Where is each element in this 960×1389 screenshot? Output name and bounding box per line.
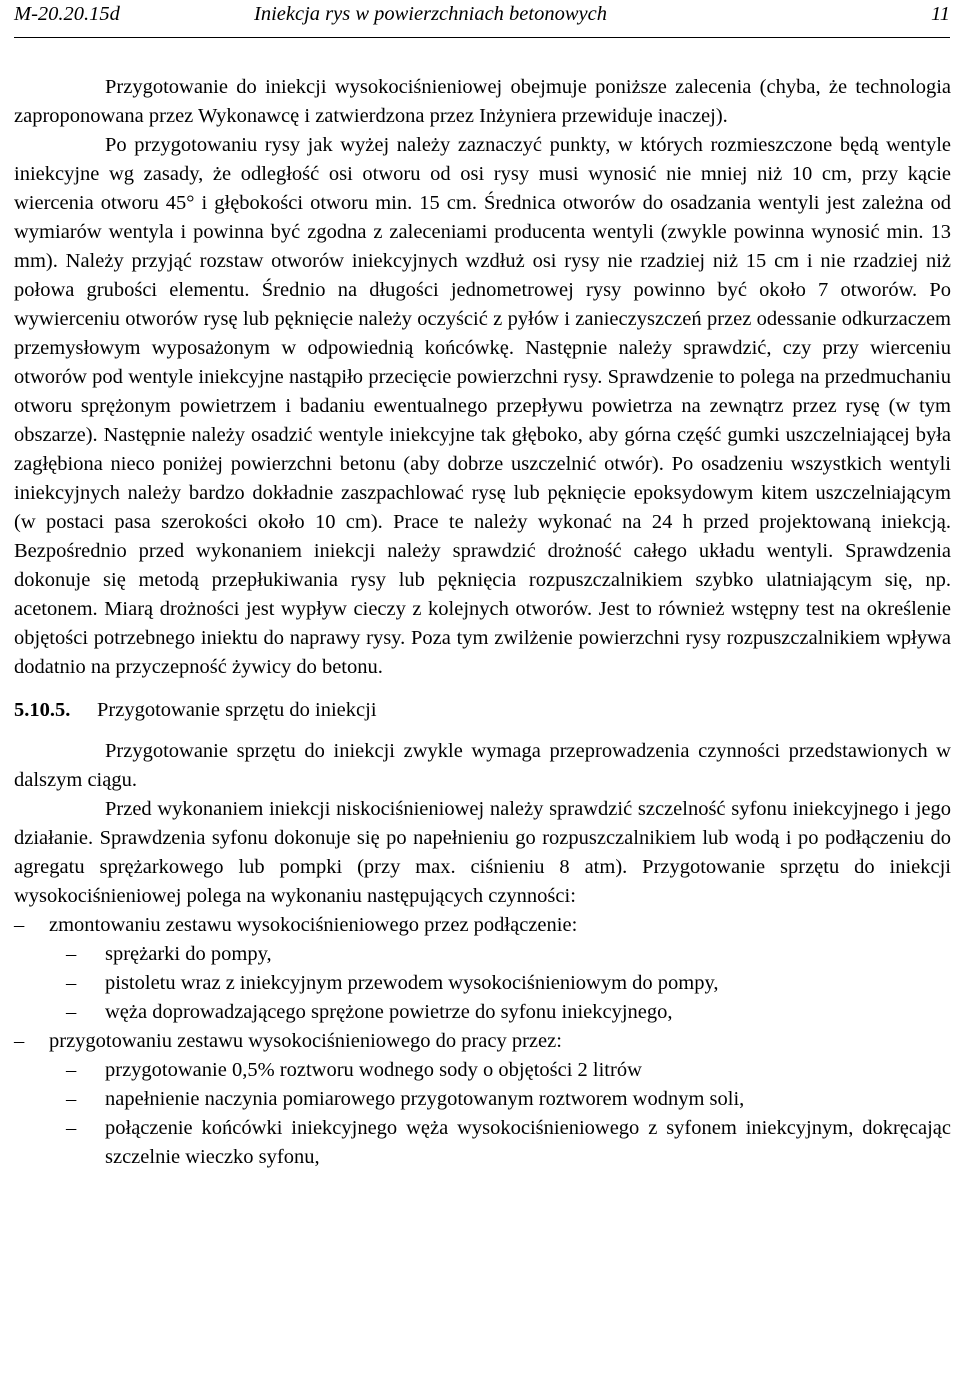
- list-item-text: przygotowaniu zestawu wysokociśnieniowego do pracy przez:: [49, 1030, 562, 1052]
- list-item-text: zmontowaniu zestawu wysokociśnieniowego przez podłączenie:: [49, 914, 578, 936]
- page-header: [14, 0, 950, 32]
- header-divider: [14, 37, 950, 38]
- section-title: Przygotowanie sprzętu do iniekcji: [97, 699, 377, 721]
- sub-list: [14, 940, 951, 1027]
- sub-list: [14, 1056, 951, 1172]
- list-item: [14, 911, 951, 1027]
- sub-list-item: – przygotowanie 0,5% roztworu wodnego sody o objętości 2 litrów: [49, 1056, 951, 1085]
- list-item: [14, 1027, 951, 1172]
- paragraph-equipment-intro: Przygotowanie sprzętu do iniekcji zwykle wymaga przeprowadzenia czynności przedstawionych w dalszym ciągu.: [14, 740, 951, 791]
- paragraph-injection-prep-intro: Przygotowanie do iniekcji wysokociśnieniowej obejmuje poniższe zalecenia (chyba, że technologia zaproponowana przez Wykonawcę i zatwierdzona przez Inżyniera przewiduje inaczej).: [14, 76, 951, 127]
- equipment-steps-list: [14, 911, 951, 1172]
- paragraph-injection-prep-details: Po przygotowaniu rysy jak wyżej należy zaznaczyć punkty, w których rozmieszczone będą wentyle iniekcyjne wg zasady, że odległość osi otworu od osi rysy musi wynosić nie mniej niż 10 cm, przy kącie wiercenia otworu 45° i głębokości otworu min. 15 cm. Średnica otworów do osadzania wentyli jest zależna od wymiarów wentyla i powinna być zgodna z zaleceniami producenta wentyli (zwykle powinna wynosić min. 13 mm). Należy przyjąć rozstaw otworów iniekcyjnych wzdłuż osi rysy nie rzadziej niż 15 cm i nie rzadziej niż połowa grubości elementu. Średnio na długości jednometrowej rysy powinno być około 7 otworów. Po wywierceniu otworów rysę lub pęknięcie należy oczyścić z pyłów i zanieczyszczeń przez odessanie odkurzaczem przemysłowym wyposażonym w odpowiednią końcówkę. Następnie należy sprawdzić, czy przy wierceniu otworów pod wentyle iniekcyjne nastąpiło przecięcie powierzchni rysy. Sprawdzenie to polega na przedmuchaniu otworu sprężonym powietrzem i badaniu ewentualnego przepływu powietrza na zewnątrz przez rysę (w tym obszarze). Następnie należy osadzić wentyle iniekcyjne tak głęboko, aby górna część gumki uszczelniającej była zagłębiona nieco poniżej powierzchni betonu (aby dobrze uszczelnić otwór). Po osadzeniu wszystkich wentyli iniekcyjnych należy bardzo dokładnie zaszpachlować rysę lub pęknięcie epoksydowym kitem uszczelniającym (w postaci pasa szerokości około 10 cm). Prace te należy wykonać na 24 h przed projektowaną iniekcją. Bezpośrednio przed wykonaniem iniekcji należy sprawdzić drożność całego układu wentyli. Sprawdzenia dokonuje się metodą przepłukiwania rysy lub pęknięcia rozpuszczalnikiem szybko ulatniającym się, np. acetonem. Miarą drożności jest wypływ cieczy z kolejnych otworów. Jest to również wstępny test na określenie objętości potrzebnego iniektu do naprawy rysy. Poza tym zwilżenie powierzchni rysy rozpuszczalnikiem wpływa dodatnio na przyczepność żywicy do betonu.: [14, 134, 951, 678]
- sub-list-item: – pistoletu wraz z iniekcyjnym przewodem wysokociśnieniowym do pompy,: [49, 969, 951, 998]
- document-code: M-20.20.15d: [14, 3, 120, 25]
- document-title: Iniekcja rys w powierzchniach betonowych: [254, 3, 607, 25]
- sub-list-item: – napełnienie naczynia pomiarowego przygotowanym roztworem wodnym soli,: [49, 1085, 951, 1114]
- sub-list-item: – węża doprowadzającego sprężone powietrze do syfonu iniekcyjnego,: [49, 998, 951, 1027]
- section-number: 5.10.5.: [14, 699, 71, 721]
- section-heading: [14, 696, 951, 725]
- sub-list-item: – sprężarki do pompy,: [49, 940, 951, 969]
- page-number: 11: [931, 3, 950, 25]
- paragraph-equipment-details: Przed wykonaniem iniekcji niskociśnieniowej należy sprawdzić szczelność syfonu iniekcyjnego i jego działanie. Sprawdzenia syfonu dokonuje się po napełnieniu go rozpuszczalnikiem lub wodą i po podłączeniu do agregatu sprężarkowego lub pompki (przy max. ciśnieniu 8 atm). Przygotowanie sprzętu do iniekcji wysokociśnieniowej polega na wykonaniu następujących czynności:: [14, 798, 951, 907]
- sub-list-item: – połączenie końcówki iniekcyjnego węża wysokociśnieniowego z syfonem iniekcyjnym, dokręcając szczelnie wieczko syfonu,: [49, 1114, 951, 1172]
- document-body: [14, 73, 951, 1172]
